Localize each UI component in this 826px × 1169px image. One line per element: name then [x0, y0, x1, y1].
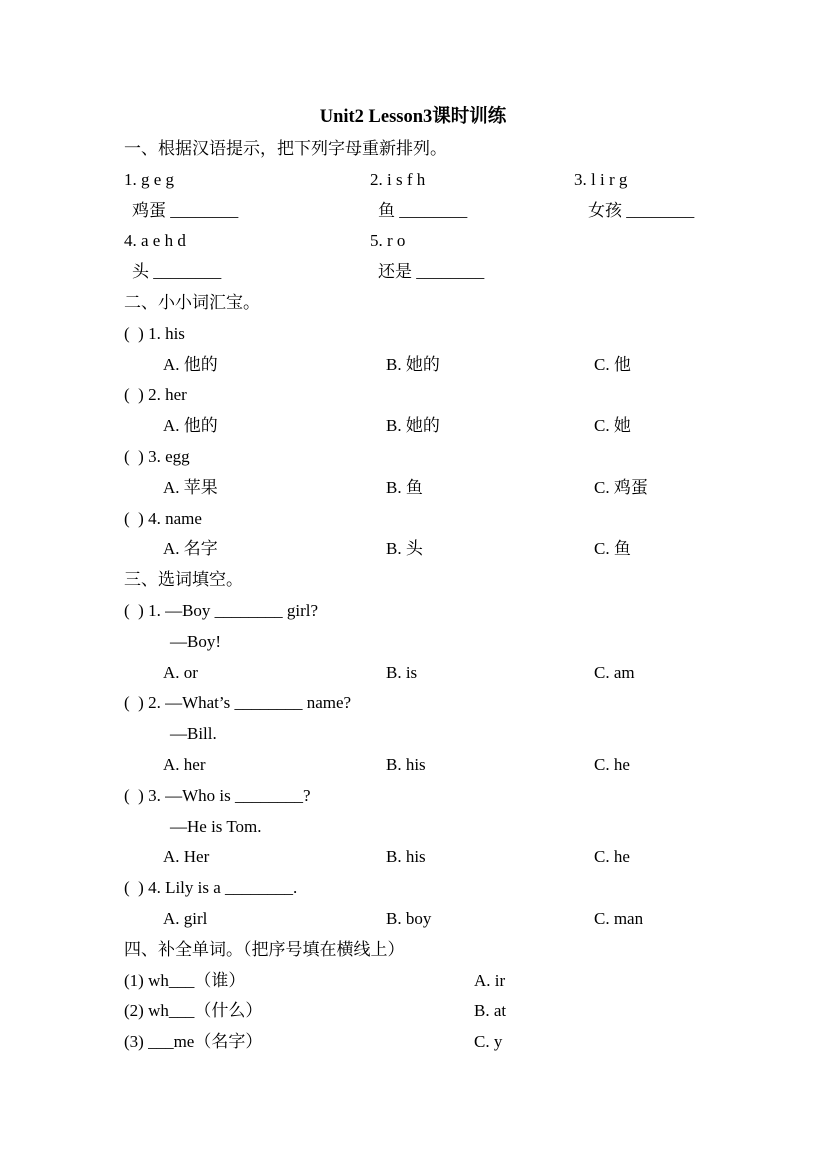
scramble-blank-2: 鱼 ________ [378, 200, 468, 220]
option-a: A. her [163, 754, 206, 774]
question-stem: ( ) 2. —What’s ________ name? [124, 693, 352, 713]
question-options-row [0, 411, 826, 442]
section-four-heading: 四、补全单词。（把序号填在横线上） [124, 939, 405, 959]
scramble-item-1: 1. g e g [124, 169, 175, 189]
section-one-items-row-2 [0, 226, 826, 257]
section-two-heading-row [0, 288, 826, 319]
question-reply-row [0, 719, 826, 750]
section-four-heading-row [0, 935, 826, 966]
scramble-blank-4: 头 ________ [132, 262, 222, 282]
scramble-blank-1: 鸡蛋 ________ [132, 200, 239, 220]
option-c: C. 她 [594, 416, 631, 436]
question-stem: ( ) 3. —Who is ________? [124, 785, 311, 805]
question-stem: ( ) 3. egg [124, 446, 190, 466]
word-completion-option: B. at [474, 1001, 507, 1021]
scramble-item-4: 4. a e h d [124, 231, 186, 251]
scramble-item-5: 5. r o [370, 231, 406, 251]
section-one-items-row-1 [0, 165, 826, 196]
question-reply-row [0, 627, 826, 658]
word-completion-row [0, 966, 826, 997]
section-two-heading: 二、小小词汇宝。 [124, 292, 260, 312]
option-b: B. his [386, 847, 426, 867]
section-one-heading: 一、根据汉语提示，把下列字母重新排列。 [124, 139, 447, 158]
option-a: A. or [163, 662, 198, 682]
question-options-row [0, 534, 826, 565]
option-c: C. he [594, 754, 630, 774]
option-a: A. 他的 [163, 354, 218, 374]
question-options-row [0, 473, 826, 504]
question-options-row [0, 750, 826, 781]
word-completion-option: C. y [474, 1032, 503, 1052]
question-stem-row [0, 319, 826, 350]
question-stem-row [0, 380, 826, 411]
scramble-item-2: 2. i s f h [370, 169, 426, 189]
question-stem: ( ) 4. name [124, 508, 202, 528]
option-b: B. 她的 [386, 416, 440, 436]
question-options-row [0, 842, 826, 873]
word-completion-stem: (1) wh___（谁） [124, 970, 246, 990]
dialogue-reply: —Boy! [170, 631, 221, 651]
scramble-item-3: 3. l i r g [574, 169, 628, 189]
option-c: C. he [594, 847, 630, 867]
question-reply-row [0, 812, 826, 843]
worksheet-title: Unit2 Lesson3课时训练 [319, 107, 507, 127]
option-c: C. 他 [594, 354, 631, 374]
section-three-heading: 三、选词填空。 [124, 570, 243, 590]
dialogue-reply: —He is Tom. [170, 816, 262, 836]
option-a: A. 名字 [163, 539, 218, 559]
option-c: C. 鱼 [594, 539, 631, 559]
scramble-blank-5: 还是 ________ [378, 262, 485, 282]
option-c: C. 鸡蛋 [594, 477, 648, 497]
dialogue-reply: —Bill. [170, 724, 217, 744]
word-completion-row [0, 996, 826, 1027]
question-stem: ( ) 4. Lily is a ________. [124, 878, 298, 898]
option-b: B. 鱼 [386, 477, 423, 497]
option-a: A. 他的 [163, 416, 218, 436]
section-one-blanks-row-2 [0, 257, 826, 288]
option-b: B. his [386, 754, 426, 774]
option-a: A. girl [163, 908, 208, 928]
option-b: B. is [386, 662, 418, 682]
option-a: A. Her [163, 847, 210, 867]
question-stem: ( ) 1. his [124, 323, 185, 343]
question-stem-row [0, 442, 826, 473]
question-options-row [0, 350, 826, 381]
option-b: B. boy [386, 908, 432, 928]
question-stem-row [0, 873, 826, 904]
word-completion-stem: (3) ___me（名字） [124, 1032, 263, 1052]
question-options-row [0, 658, 826, 689]
question-options-row [0, 904, 826, 935]
option-a: A. 苹果 [163, 477, 218, 497]
option-c: C. am [594, 662, 635, 682]
question-stem-row [0, 781, 826, 812]
worksheet-content [0, 100, 826, 1058]
section-one-heading-row [0, 134, 826, 165]
question-stem: ( ) 2. her [124, 385, 187, 405]
word-completion-row [0, 1027, 826, 1058]
question-stem-row [0, 596, 826, 627]
question-stem: ( ) 1. —Boy ________ girl? [124, 600, 319, 620]
question-stem-row [0, 504, 826, 535]
option-b: B. 头 [386, 539, 423, 559]
section-three-heading-row [0, 565, 826, 596]
section-one-blanks-row-1 [0, 196, 826, 227]
scramble-blank-3: 女孩 ________ [588, 200, 695, 220]
word-completion-option: A. ir [474, 970, 506, 990]
question-stem-row [0, 688, 826, 719]
option-c: C. man [594, 908, 644, 928]
option-b: B. 她的 [386, 354, 440, 374]
word-completion-stem: (2) wh___（什么） [124, 1001, 263, 1021]
